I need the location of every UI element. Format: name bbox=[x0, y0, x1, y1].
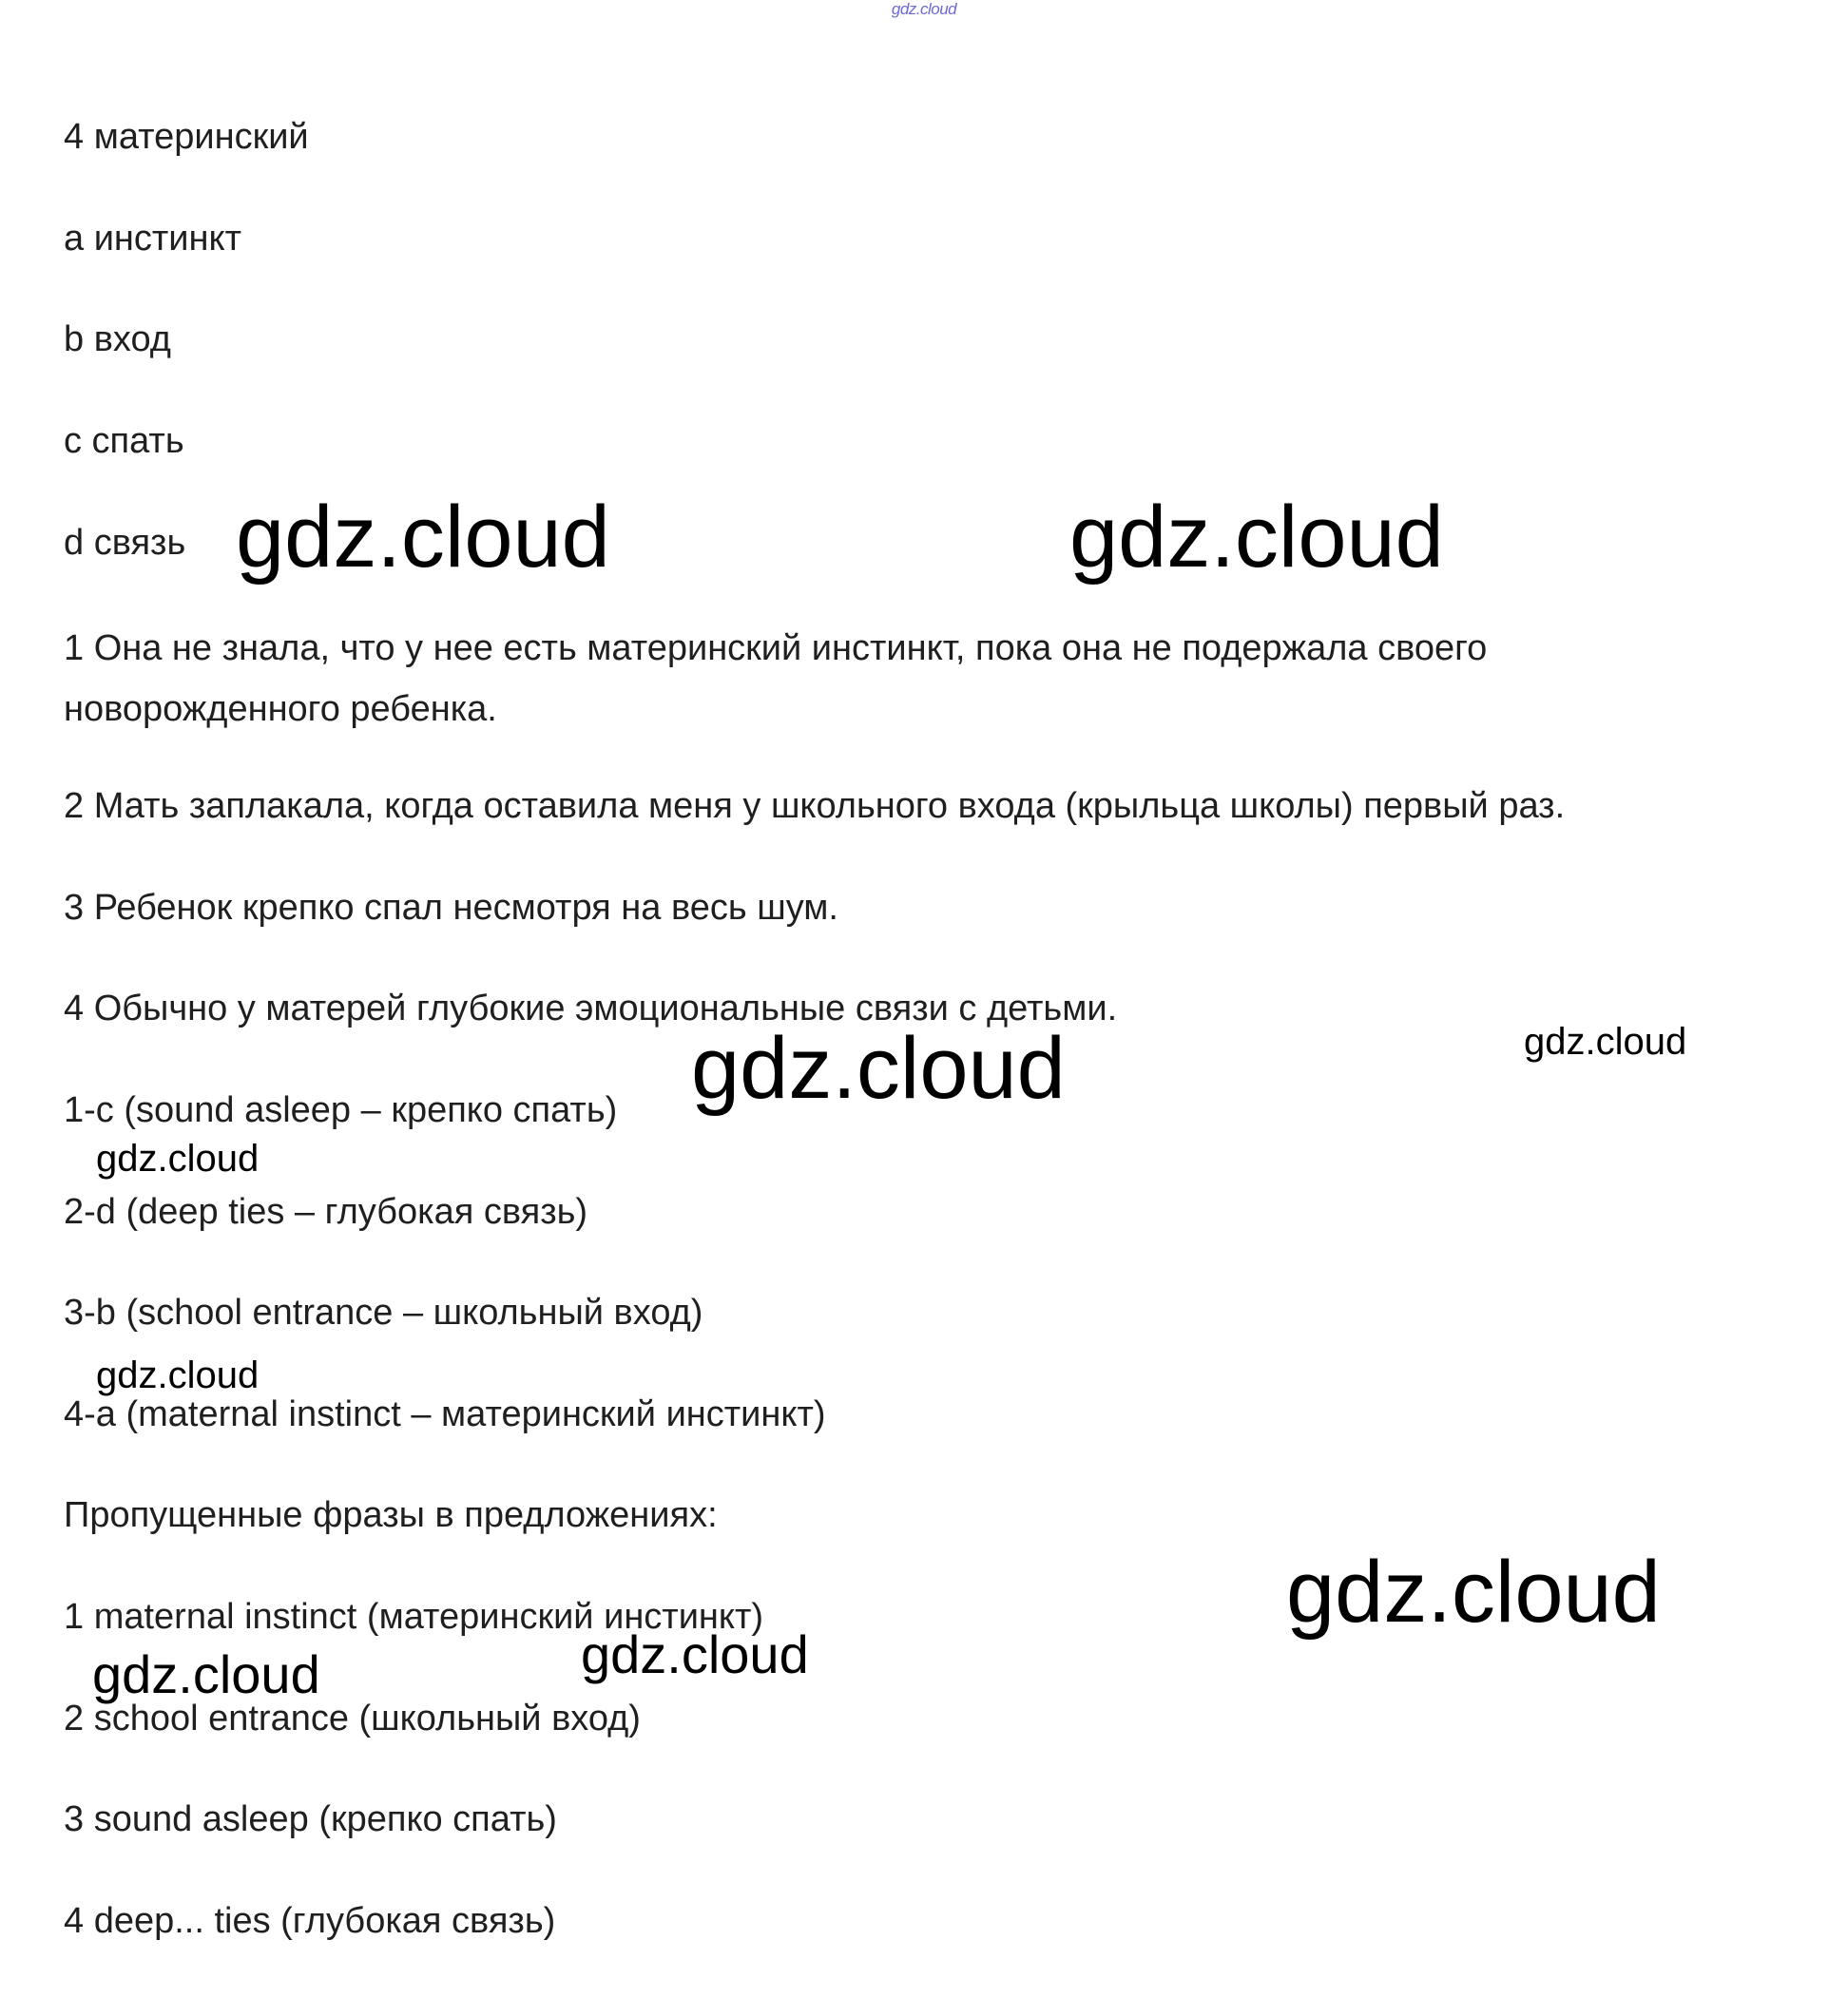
sentence-4: 4 Обычно у матерей глубокие эмоциональные связи с детьми. bbox=[64, 989, 1118, 1028]
sentence-1: 1 Она не знала, что у нее есть материнский инстинкт, пока она не подержала своего новорожденного ребенка. bbox=[64, 628, 1488, 729]
match-4: 4-a (maternal instinct – материнский инстинкт) bbox=[64, 1394, 826, 1434]
missing-item-1: 1 maternal instinct (материнский инстинкт) bbox=[64, 1597, 764, 1637]
watermark: gdz.cloud bbox=[691, 1020, 1066, 1117]
vocabulary-item-c: c спать bbox=[64, 421, 184, 461]
header-site-mark: gdz.cloud bbox=[891, 0, 957, 18]
sentence-3: 3 Ребенок крепко спал несмотря на весь шум. bbox=[64, 888, 838, 928]
vocabulary-item-a: a инстинкт bbox=[64, 219, 241, 259]
watermark: gdz.cloud bbox=[96, 1138, 260, 1180]
vocabulary-item-d: d связь bbox=[64, 523, 186, 563]
vocabulary-item-b: b вход bbox=[64, 319, 171, 359]
sentence-2: 2 Мать заплакала, когда оставила меня у школьного входа (крыльца школы) первый раз. bbox=[64, 786, 1566, 826]
watermark: gdz.cloud bbox=[1069, 489, 1444, 586]
missing-heading: Пропущенные фразы в предложениях: bbox=[64, 1495, 718, 1535]
watermark: gdz.cloud bbox=[581, 1624, 809, 1684]
match-1: 1-c (sound asleep – крепко спать) bbox=[64, 1090, 618, 1130]
watermark: gdz.cloud bbox=[96, 1354, 260, 1396]
missing-item-4: 4 deep... ties (глубокая связь) bbox=[64, 1901, 556, 1941]
match-3: 3-b (school entrance – школьный вход) bbox=[64, 1293, 703, 1333]
watermark: gdz.cloud bbox=[92, 1644, 320, 1704]
watermark: gdz.cloud bbox=[1286, 1544, 1661, 1641]
match-2: 2-d (deep ties – глубокая связь) bbox=[64, 1192, 588, 1232]
watermark: gdz.cloud bbox=[236, 489, 610, 586]
missing-item-2: 2 school entrance (школьный вход) bbox=[64, 1699, 641, 1739]
vocabulary-heading: 4 материнский bbox=[64, 117, 309, 157]
watermark: gdz.cloud bbox=[1524, 1021, 1687, 1063]
missing-item-3: 3 sound asleep (крепко спать) bbox=[64, 1799, 557, 1839]
